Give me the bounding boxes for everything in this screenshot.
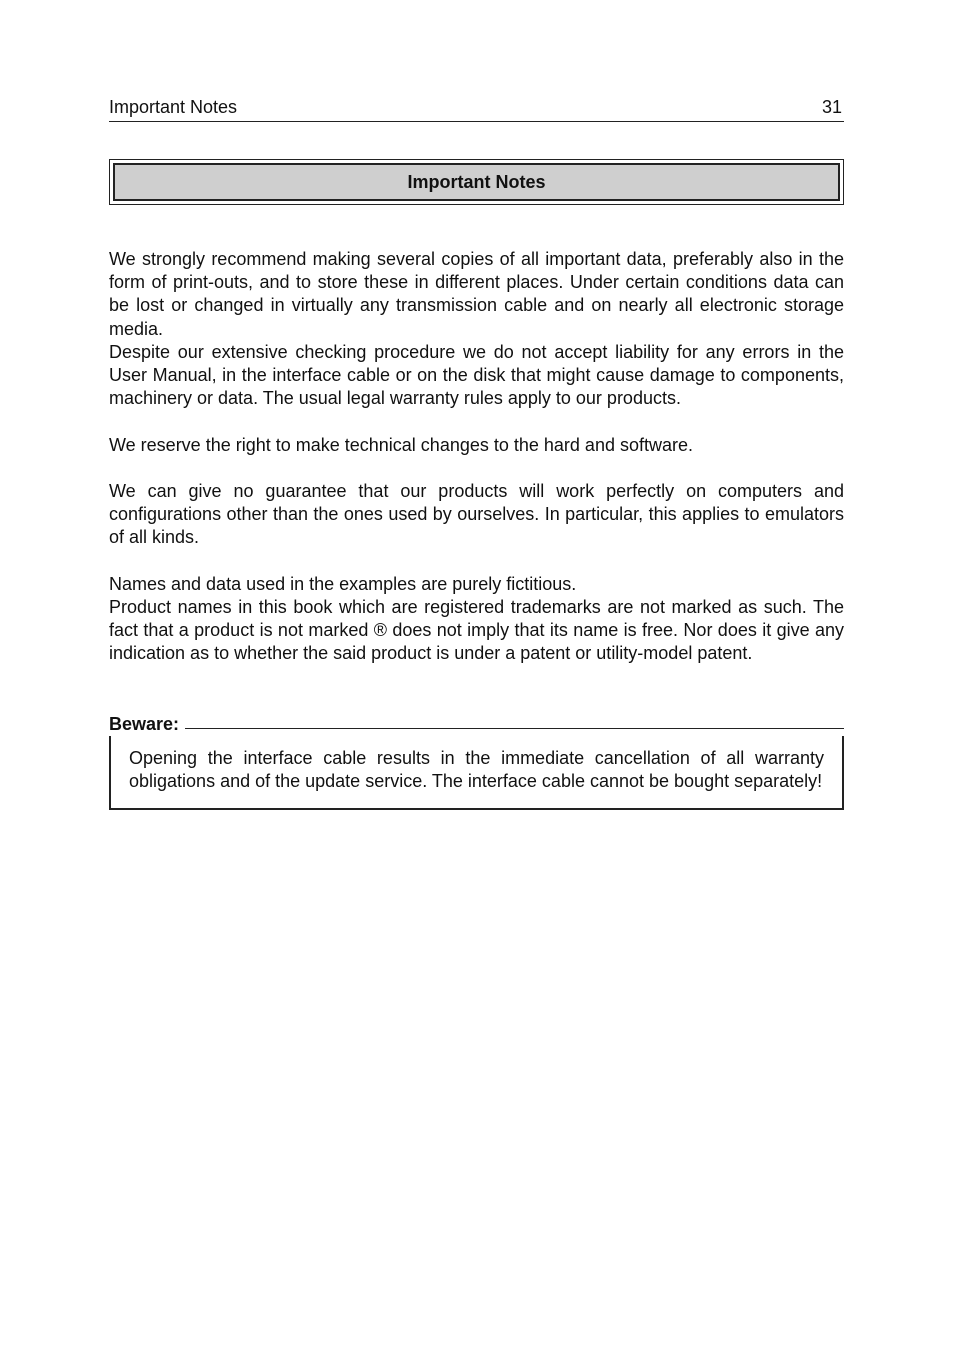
body-text xyxy=(109,248,844,666)
section-title-box xyxy=(109,159,844,205)
beware-text: Opening the interface cable results in the immediate cancellation of all warranty obligations and of the update service. The interface cable cannot be bought separately! xyxy=(129,748,824,792)
beware-divider xyxy=(109,728,844,729)
paragraph-no-guarantee: We can give no guarantee that our products will work perfectly on computers and configurations other than the ones used by ourselves. In particular, this applies to emulators of all kinds. xyxy=(109,481,844,548)
section-title: Important Notes xyxy=(113,163,840,201)
paragraph-technical-changes: We reserve the right to make technical changes to the hard and software. xyxy=(109,434,693,455)
beware-label: Beware: xyxy=(109,713,185,736)
beware-label-row xyxy=(109,713,844,736)
paragraph-gap xyxy=(109,457,844,480)
running-header xyxy=(109,95,844,122)
beware-notice xyxy=(109,713,844,810)
paragraph-liability: Despite our extensive checking procedure we do not accept liability for any errors in the User Manual, in the interface cable or on the disk that might cause damage to components, machinery or data. The usual legal warranty rules apply to our products. xyxy=(109,341,844,409)
paragraph-trademarks: Product names in this book which are registered trademarks are not marked as such. The fact that a product is not marked ® does not imply that its name is free. Nor does it give any indication as to whether the said product is under a patent or utility-model patent. xyxy=(109,597,844,664)
page-number: 31 xyxy=(821,97,842,117)
paragraph-fictitious-names: Names and data used in the examples are purely fictitious. xyxy=(109,573,577,594)
running-header-title: Important Notes xyxy=(109,97,238,117)
paragraph-gap xyxy=(109,550,844,573)
paragraph-gap xyxy=(109,410,844,433)
paragraph-data-copies: We strongly recommend making several copies of all important data, preferably also in the form of print-outs, and to store these in different places. Under certain conditions data can be lost or changed in virtually any transmission cable and on nearly all electronic storage media. xyxy=(109,249,844,339)
beware-box xyxy=(109,736,844,810)
